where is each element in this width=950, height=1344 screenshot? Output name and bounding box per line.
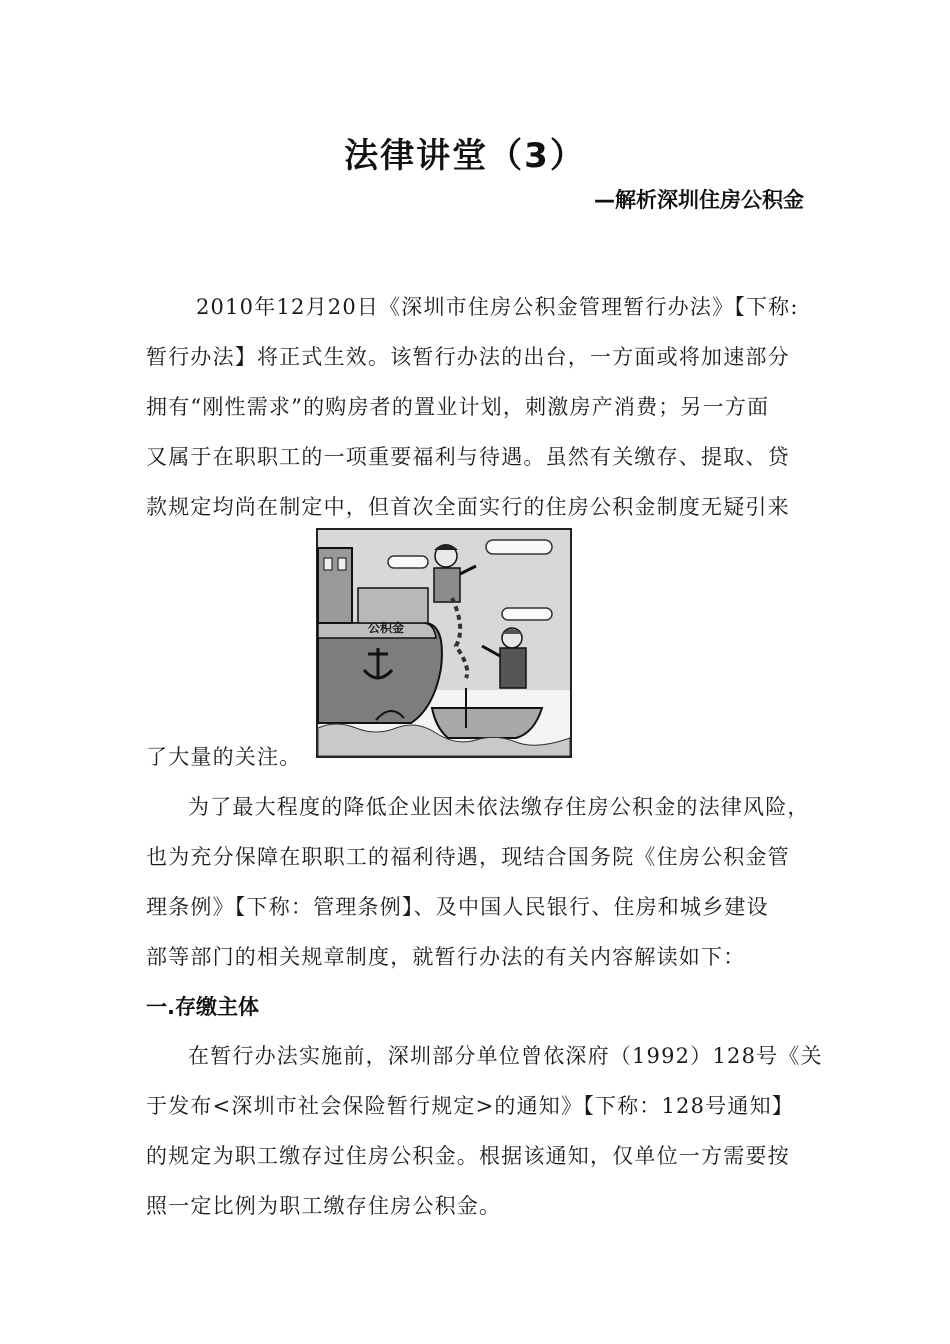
paragraph-line: 于发布<深圳市社会保险暂行规定>的通知》【下称：128号通知】	[146, 1094, 794, 1118]
paragraph-line: 又属于在职职工的一项重要福利与待遇。虽然有关缴存、提取、贷	[146, 445, 790, 469]
document-title: 法律讲堂（3）	[344, 136, 586, 176]
paragraph-line: 理条例》【下称：管理条例】、及中国人民银行、住房和城乡建设	[146, 895, 769, 919]
paragraph-line: 了大量的关注。	[146, 745, 302, 769]
paragraph-line: 款规定均尚在制定中，但首次全面实行的住房公积金制度无疑引来	[146, 495, 790, 519]
paragraph-line: 部等部门的相关规章制度，就暂行办法的有关内容解读如下：	[146, 945, 746, 969]
paragraph-line: 照一定比例为职工缴存住房公积金。	[146, 1194, 502, 1218]
paragraph-line: 拥有“刚性需求”的购房者的置业计划，刺激房产消费；另一方面	[146, 395, 770, 419]
paragraph-line: 的规定为职工缴存过住房公积金。根据该通知，仅单位一方需要按	[146, 1144, 790, 1168]
document-subtitle: —解析深圳住房公积金	[594, 188, 804, 212]
paragraph-line: 暂行办法】将正式生效。该暂行办法的出台，一方面或将加速部分	[146, 345, 790, 369]
paragraph-line: 在暂行办法实施前，深圳部分单位曾依深府（1992）128号《关	[188, 1044, 823, 1068]
paragraph-line: 2010年12月20日《深圳市住房公积金管理暂行办法》【下称:	[196, 295, 799, 319]
section-heading: 一.存缴主体	[146, 995, 259, 1019]
paragraph-line: 也为充分保障在职职工的福利待遇，现结合国务院《住房公积金管	[146, 845, 790, 869]
cartoon-illustration	[316, 528, 572, 758]
ship-label: 公积金	[368, 621, 405, 635]
paragraph-line: 为了最大程度的降低企业因未依法缴存住房公积金的法律风险，	[188, 795, 810, 819]
